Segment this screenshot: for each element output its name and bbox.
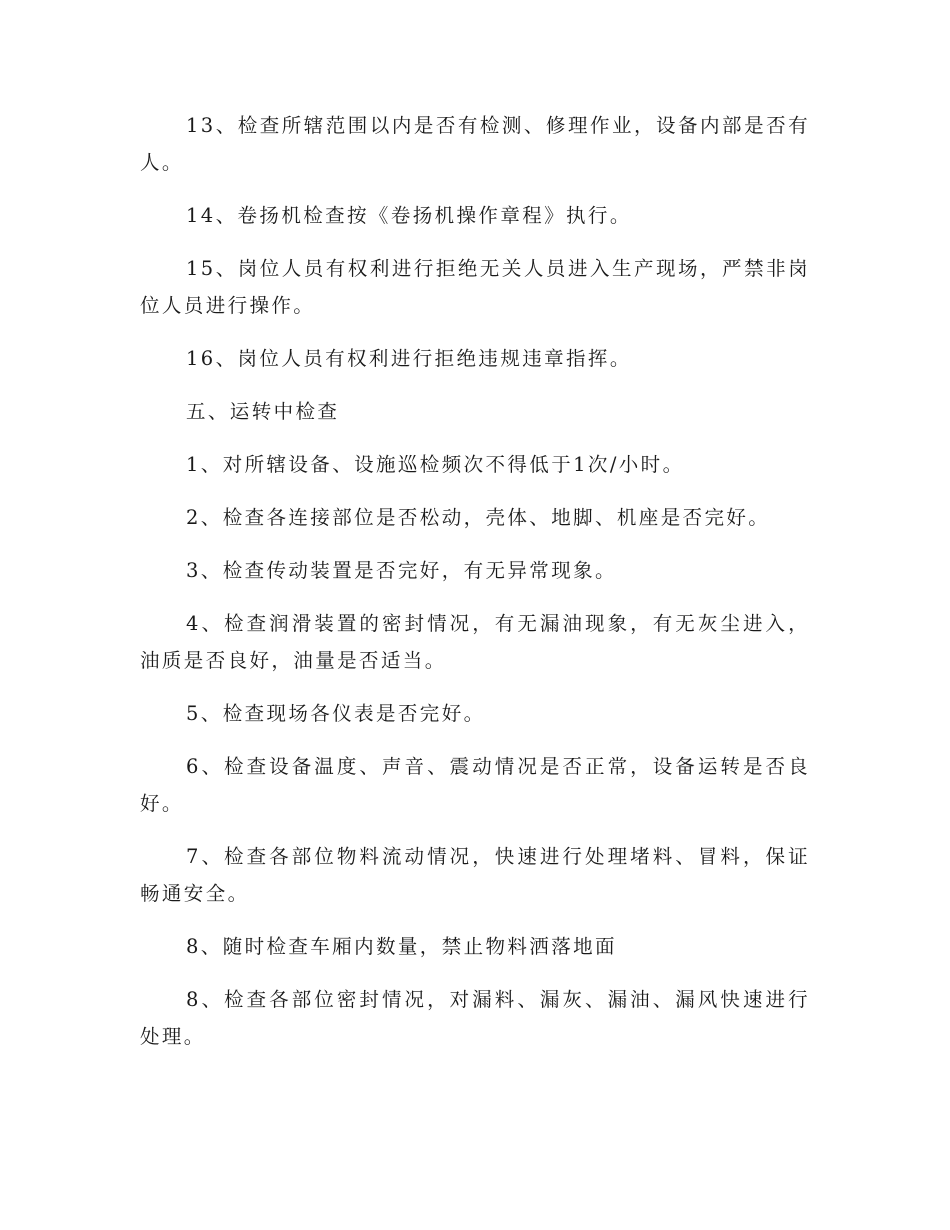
paragraph-13-work-check: 13、检查所辖范围以内是否有检测、修理作业，设备内部是否有人。	[140, 114, 810, 174]
paragraph-5-instruments: 5、检查现场各仪表是否完好。	[186, 702, 486, 725]
paragraph-4-lubrication: 4、检查润滑装置的密封情况，有无漏油现象，有无灰尘进入，油质是否良好，油量是否适当。	[140, 612, 810, 672]
section-heading-running-check: 五、运转中检查	[186, 400, 340, 423]
paragraph-7-material-flow: 7、检查各部位物料流动情况，快速进行处理堵料、冒料，保证畅通安全。	[140, 845, 810, 905]
paragraph-8-carriage-quantity: 8、随时检查车厢内数量，禁止物料洒落地面	[186, 935, 617, 958]
document-body	[140, 107, 810, 1071]
paragraph-15-refuse-entry: 15、岗位人员有权利进行拒绝无关人员进入生产现场，严禁非岗位人员进行操作。	[140, 257, 810, 317]
paragraph-6-temperature-sound: 6、检查设备温度、声音、震动情况是否正常，设备运转是否良好。	[140, 755, 810, 815]
paragraph-16-refuse-command: 16、岗位人员有权利进行拒绝违规违章指挥。	[186, 347, 632, 370]
paragraph-3-transmission: 3、检查传动装置是否完好，有无异常现象。	[186, 559, 617, 582]
paragraph-14-hoist-check: 14、卷扬机检查按《卷扬机操作章程》执行。	[186, 204, 632, 227]
paragraph-1-inspection-frequency: 1、对所辖设备、设施巡检频次不得低于1次/小时。	[186, 453, 685, 476]
paragraph-2-connections: 2、检查各连接部位是否松动，壳体、地脚、机座是否完好。	[186, 506, 771, 529]
paragraph-8-sealing: 8、检查各部位密封情况，对漏料、漏灰、漏油、漏风快速进行处理。	[140, 988, 810, 1048]
